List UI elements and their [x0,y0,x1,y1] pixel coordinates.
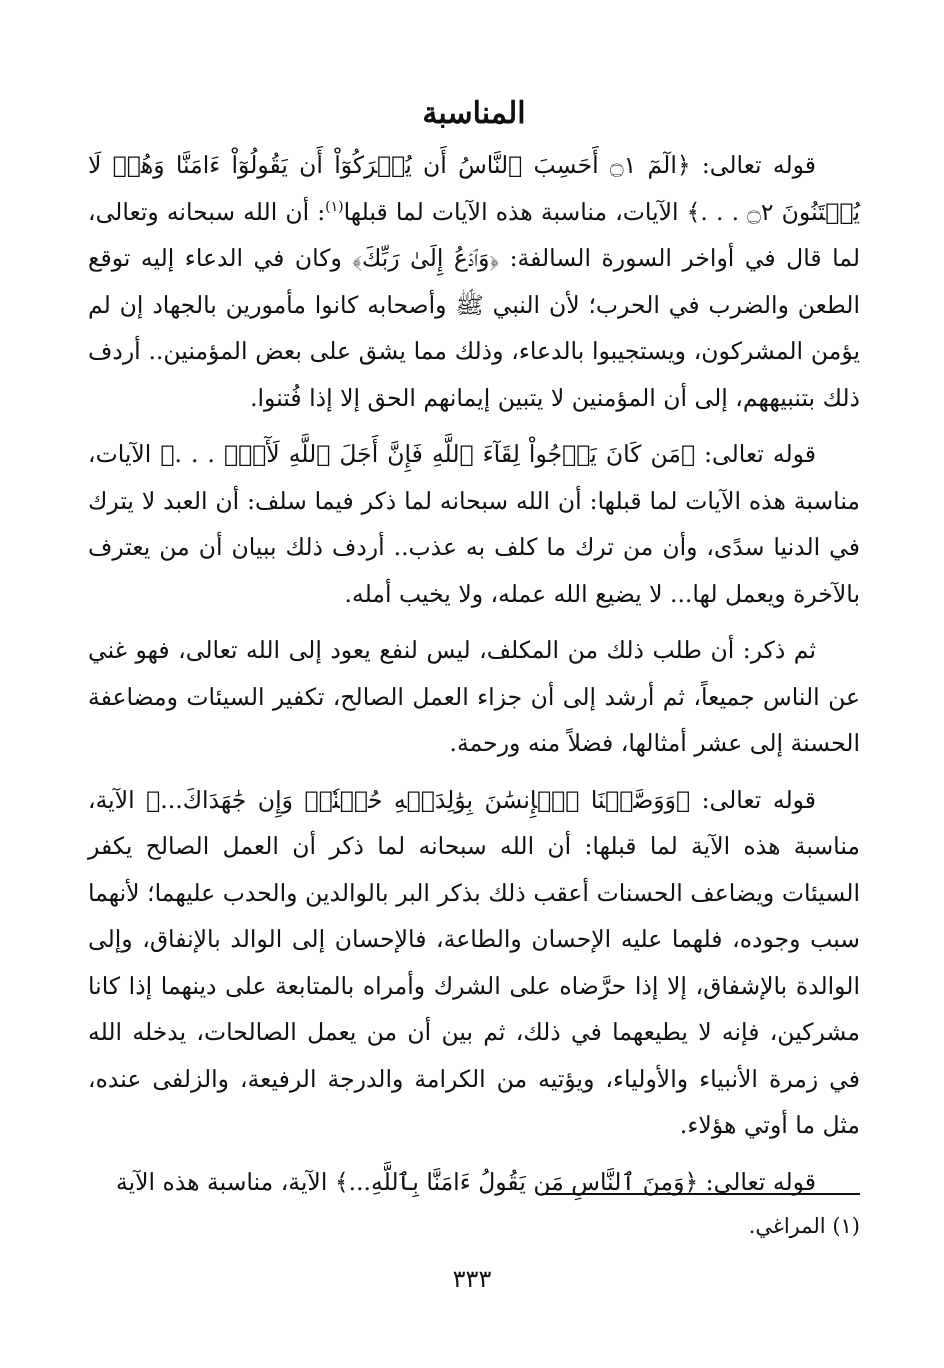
paragraph-3: ثم ذكر: أن طلب ذلك من المكلف، ليس لنفع يعود إلى الله تعالى، فهو غني عن الناس جميعاً، ثم أرشد إلى أن جزاء العمل الصالح، تكفير السيئات ومضاعفة الحسنة إلى عشر أمثالها، فضلاً منه ورحمة. [88,636,860,757]
footnote-reference: (١) [325,198,344,215]
paragraph-1-text-start: قوله تعالى: ﴿الٓمٓ ۝١ أَحَسِبَ ٱلنَّاسُ أَن يُتۡرَكُوٓاْ أَن يَقُولُوٓاْ ءَامَنَّا وَهُمۡ لَا يُفۡتَنُونَ ۝٢ . . .﴾ الآيات، مناسبة هذه الآيات لما قبلها [88,151,860,226]
paragraph-2: قوله تعالى: ﴿مَن كَانَ يَرۡجُواْ لِقَآءَ ٱللَّهِ فَإِنَّ أَجَلَ ٱللَّهِ لَأٓتٖۚ . . .﴾ الآيات، مناسبة هذه الآيات لما قبلها: أن الله سبحانه لما ذكر فيما سلف: أن العبد لا يترك في الدنيا سدًى، وأن من ترك ما كلف به عذب.. أردف ذلك ببيان أن من يعترف بالآخرة ويعمل لها... لا يضيع الله عمله، ولا يخيب أمله. [88,440,860,608]
footnote-divider [542,1193,860,1195]
page-number: ٣٣٣ [452,1265,492,1293]
paragraph-5: قوله تعالى: ﴿وَمِنَ ٱلنَّاسِ مَن يَقُولُ ءَامَنَّا بِٱللَّهِ...﴾ الآية، مناسبة هذه الآية [115,1167,816,1196]
paragraph-1-text-end: : أن الله سبحانه وتعالى، لما قال في أواخر السورة السالفة: ﴿وَٱدۡعُ إِلَىٰ رَبِّكَ﴾ وكان في الدعاء إليه توقع الطعن والضرب في الحرب؛ لأن النبي ﷺ وأصحابه كانوا مأمورين بالجهاد إن لم يؤمن المشركون، ويستجيبوا بالدعاء، وذلك مما يشق على بعض المؤمنين.. أردف ذلك بتنبيههم، إلى أن المؤمنين لا يتبين إيمانهم الحق إلا إذا فُتنوا. [88,197,860,412]
footnote: (١) المراغي. [748,1214,860,1238]
paragraph-4: قوله تعالى: ﴿وَوَصَّيۡنَا ٱلۡإِنسَٰنَ بِوَٰلِدَيۡهِ حُسۡنٗاۖ وَإِن جَٰهَدَاكَ...﴾ الآية، مناسبة هذه الآية لما قبلها: أن الله سبحانه لما ذكر أن العمل الصالح يكفر السيئات ويضاعف الحسنات أعقب ذلك بذكر البر بالوالدين والحدب عليهما؛ لأنهما سبب وجوده، فلهما عليه الإحسان والطاعة، فالإحسان إلى الوالد بالإنفاق، وإلى الوالدة بالإشفاق، إلا إذا حرَّضاه على الشرك وأمراه بالمتابعة على دينهما إذا كانا مشركين، فإنه لا يطيعهما في ذلك، ثم بين أن من يعمل الصالحات، يدخله الله في زمرة الأنبياء والأولياء، ويؤتيه من الكرامة والدرجة الرفيعة، والزلفى عنده، مثل ما أوتي هؤلاء. [88,785,860,1139]
section-title: المناسبة [422,96,526,131]
paragraph-1 [88,142,860,421]
page-body [88,92,860,1215]
